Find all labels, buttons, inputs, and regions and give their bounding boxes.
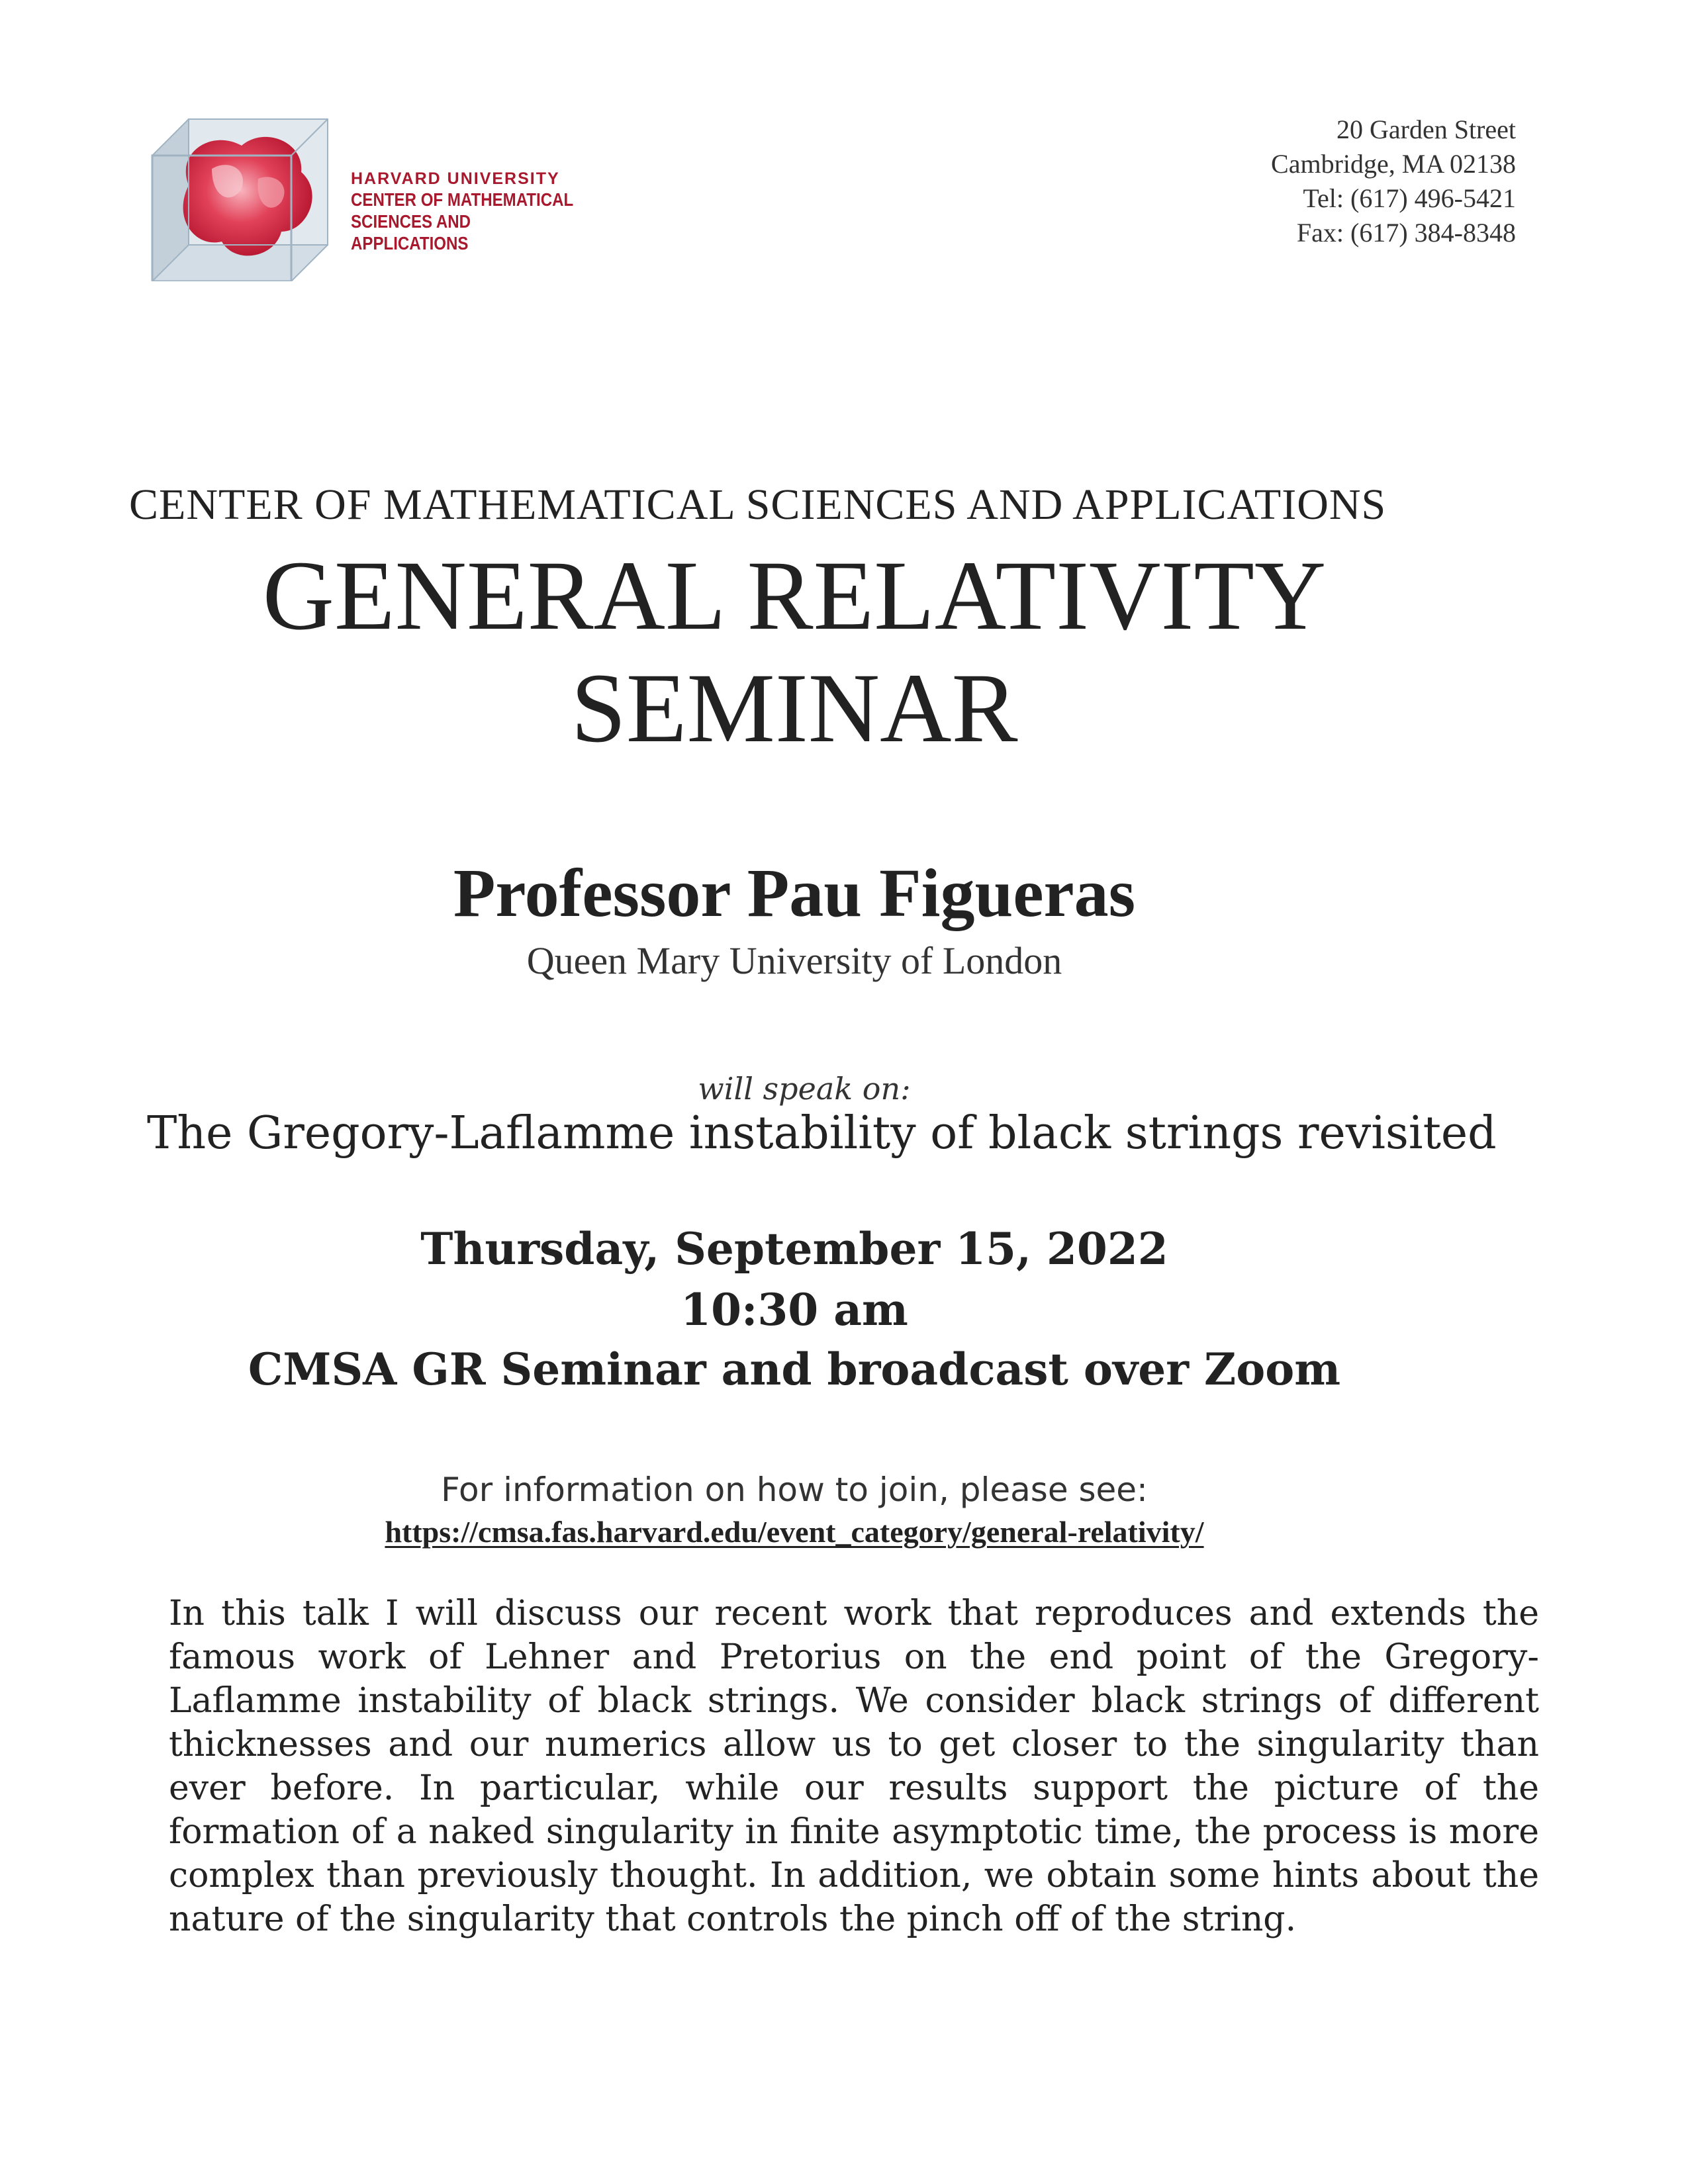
cube-logo-icon	[149, 106, 348, 281]
address-street: 20 Garden Street	[1336, 114, 1516, 144]
event-link[interactable]: https://cmsa.fas.harvard.edu/event_category/general-relativity/	[385, 1515, 1204, 1549]
logo-line-university: HARVARD UNIVERSITY	[351, 169, 560, 188]
seminar-title	[0, 539, 1589, 764]
event-date: Thursday, September 15, 2022	[420, 1223, 1168, 1275]
address-fax: Fax: (617) 384-8348	[1296, 218, 1516, 248]
address-block	[1271, 113, 1516, 250]
speaker-name: Professor Pau Figueras	[453, 855, 1136, 931]
seminar-title-line1: GENERAL RELATIVITY	[262, 541, 1327, 651]
seminar-title-line2: SEMINAR	[571, 653, 1018, 763]
event-location: CMSA GR Seminar and broadcast over Zoom	[248, 1343, 1341, 1395]
center-title: CENTER OF MATHEMATICAL SCIENCES AND APPLICATIONS	[129, 480, 1387, 529]
join-info-text: For information on how to join, please see:	[441, 1471, 1148, 1509]
abstract-text: In this talk I will discuss our recent work that reproduces and extends the famous work of Lehner and Pretorius on the end point of the Gregory-Laflamme instability of black strings. We consider black strings of different thicknesses and our numerics allow us to get closer to the singularity than ever before. In particular, while our results support the picture of the formation of a naked singularity in finite asymptotic time, the process is more complex than previously thought. In addition, we obtain some hints about the nature of the singularity that controls the pinch off of the string.	[169, 1594, 1539, 1939]
logo-line-sciences: SCIENCES AND APPLICATIONS	[351, 211, 471, 253]
logo-line-center: CENTER OF MATHEMATICAL	[351, 189, 574, 210]
speaker-affiliation: Queen Mary University of London	[526, 939, 1062, 982]
talk-title: The Gregory-Laflamme instability of black strings revisited	[147, 1107, 1497, 1160]
event-time: 10:30 am	[680, 1284, 908, 1336]
will-speak-label: will speak on:	[698, 1071, 911, 1107]
logo-wordmark	[351, 169, 629, 254]
address-tel: Tel: (617) 496-5421	[1303, 183, 1516, 213]
address-city: Cambridge, MA 02138	[1271, 149, 1516, 179]
